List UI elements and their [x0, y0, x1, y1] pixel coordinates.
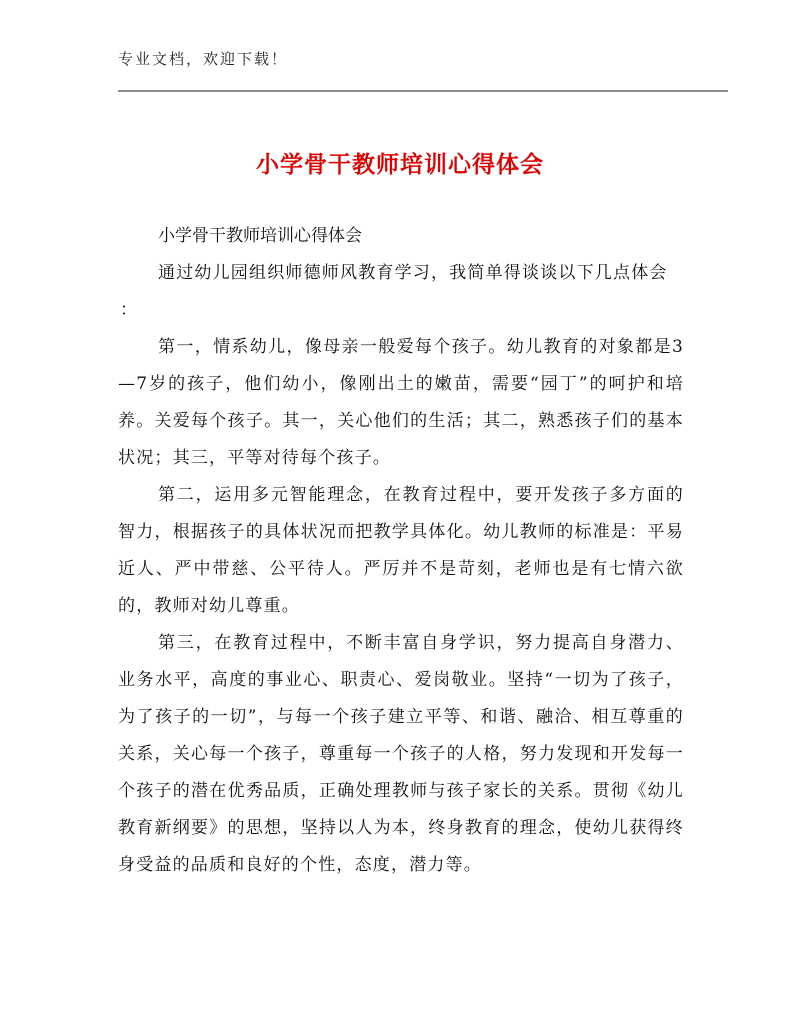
intro-paragraph: 通过幼儿园组织师德师风教育学习，我简单得谈谈以下几点体会 — [158, 263, 668, 283]
intro-colon: ： — [120, 300, 137, 320]
document-subtitle: 小学骨干教师培训心得体会 — [158, 226, 362, 246]
document-body — [118, 218, 684, 884]
header-divider — [118, 90, 728, 92]
paragraph-2: 第二，运用多元智能理念，在教育过程中，要开发孩子多方面的智力，根据孩子的具体状况而把教学具体化。幼儿教师的标准是：平易近人、严中带慈、公平待人。严厉并不是苛刻，老师也是有七情六欲的，教师对幼儿尊重。 — [118, 485, 684, 616]
paragraph-3: 第三，在教育过程中，不断丰富自身学识，努力提高自身潜力、业务水平，高度的事业心、职责心、爱岗敬业。坚持“一切为了孩子，为了孩子的一切”，与每一个孩子建立平等、和谐、融洽、相互尊重的关系，关心每一个孩子，尊重每一个孩子的人格，努力发现和开发每一个孩子的潜在优秀品质，正确处理教师与孩子家长的关系。贯彻《幼儿教育新纲要》的思想，坚持以人为本，终身教育的理念，使幼儿获得终身受益的品质和良好的个性，态度，潜力等。 — [118, 633, 684, 875]
paragraph-1: 第一，情系幼儿，像母亲一般爱每个孩子。幼儿教育的对象都是3—7岁的孩子，他们幼小，像刚出土的嫩苗，需要“园丁”的呵护和培养。关爱每个孩子。其一，关心他们的生活；其二，熟悉孩子们的基本状况；其三，平等对待每个孩子。 — [118, 337, 684, 468]
page-header-text: 专业文档，欢迎下载！ — [118, 50, 289, 68]
document-title: 小学骨干教师培训心得体会 — [256, 152, 544, 178]
